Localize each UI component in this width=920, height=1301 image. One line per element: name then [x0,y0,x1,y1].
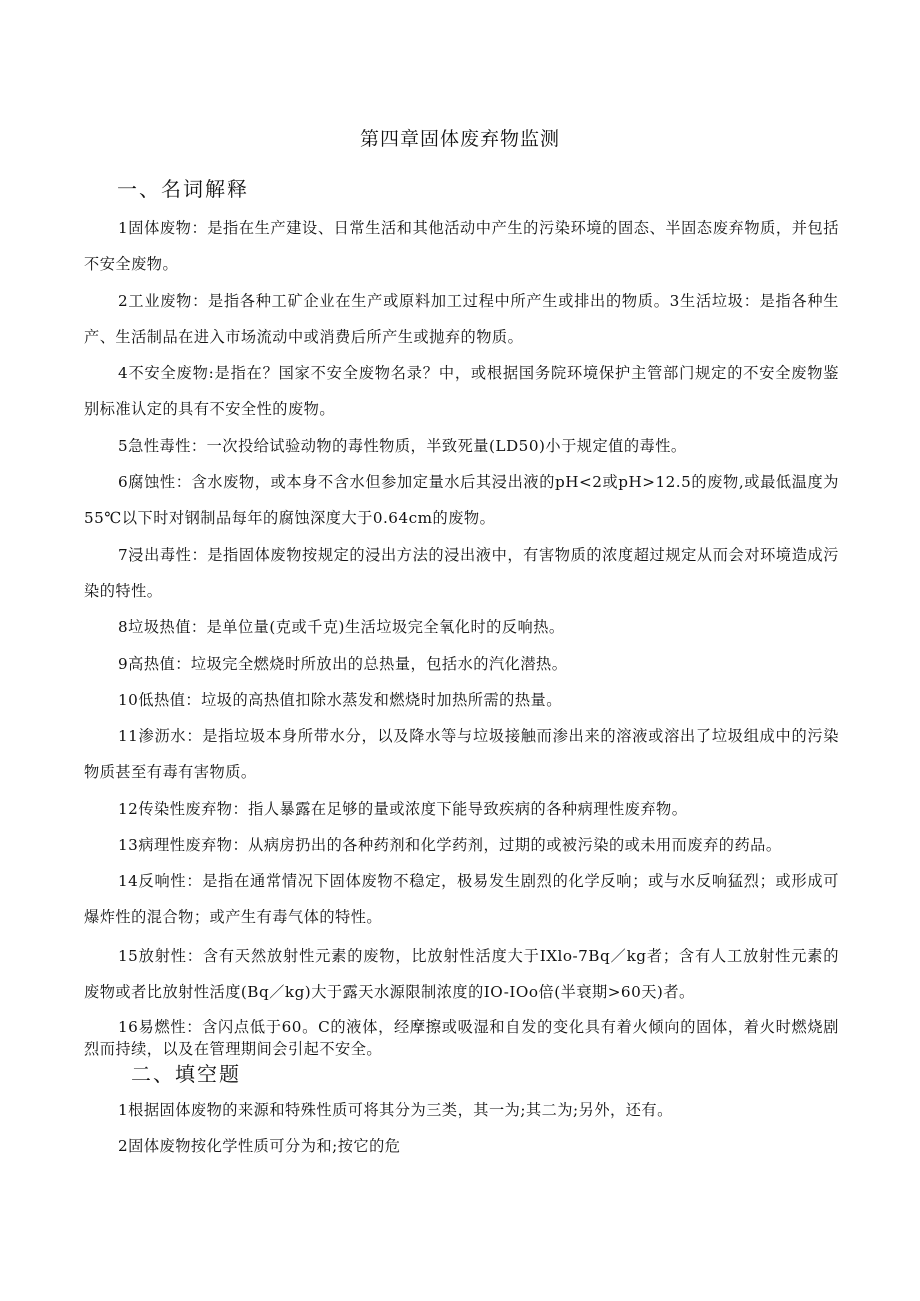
definition-paragraph: 13病理性废弃物：从病房扔出的各种药剂和化学药剂，过期的或被污染的或未用而废弃的药品。 [118,836,782,854]
definition-paragraph: 7浸出毒性：是指固体废物按规定的浸出方法的浸出液中，有害物质的浓度超过规定从而会对环境造成污染的特性。 [84,546,839,600]
definition-paragraph: 4不安全废物:是指在？国家不安全废物名录？中，或根据国务院环境保护主管部门规定的不安全废物鉴别标准认定的具有不安全性的废物。 [84,364,839,418]
definition-paragraph: 2工业废物：是指各种工矿企业在生产或原料加工过程中所产生或排出的物质。3生活垃圾：是指各种生产、生活制品在进入市场流动中或消费后所产生或抛弃的物质。 [84,292,839,346]
definition-paragraph: 15放射性：含有天然放射性元素的废物，比放射性活度大于IXlo-7Bq／kg者；含有人工放射性元素的废物或者比放射性活度(Bq／kg)大于露天水源限制浓度的IO-IOo倍(半衰期>60天)者。 [84,947,839,1001]
fill-blank-paragraph: 1根据固体废物的来源和特殊性质可将其分为三类，其一为;其二为;另外，还有。 [118,1101,673,1119]
chapter-title: 第四章固体废弃物监测 [359,128,560,150]
definition-paragraph: 11渗沥水：是指垃圾本身所带水分，以及降水等与垃圾接触而渗出来的溶液或溶出了垃圾组成中的污染物质甚至有毒有害物质。 [84,727,839,781]
definition-paragraph: 12传染性废弃物：指人暴露在足够的量或浓度下能导致疾病的各种病理性废弃物。 [118,800,688,818]
definition-paragraph: 8垃圾热值：是单位量(克或千克)生活垃圾完全氧化时的反响热。 [118,618,565,636]
definition-paragraph: 9高热值：垃圾完全燃烧时所放出的总热量，包括水的汽化潜热。 [118,655,568,673]
fill-blank-paragraph: 2固体废物按化学性质可分为和;按它的危 [118,1137,401,1155]
definition-paragraph: 6腐蚀性：含水废物，或本身不含水但参加定量水后其浸出液的pH<2或pH>12.5的废物,或最低温度为55℃以下时对钢制品每年的腐蚀深度大于0.64cm的废物。 [84,473,839,527]
definition-paragraph: 10低热值：垃圾的高热值扣除水蒸发和燃烧时加热所需的热量。 [118,691,562,709]
definition-paragraph: 14反响性：是指在通常情况下固体废物不稳定，极易发生剧烈的化学反响；或与水反响猛烈；或形成可爆炸性的混合物；或产生有毒气体的特性。 [84,872,839,926]
definition-paragraph: 1固体废物：是指在生产建设、日常生活和其他活动中产生的污染环境的固态、半固态废弃物质，并包括不安全废物。 [84,219,839,273]
section-heading-fill-blanks: 二、填空题 [131,1062,241,1086]
section-heading-definitions: 一、名词解释 [117,177,249,201]
definition-paragraph: 16易燃性：含闪点低于60。C的液体，经摩擦或吸湿和自发的变化具有着火倾向的固体，着火时燃烧剧烈而持续，以及在管理期间会引起不安全。 [84,1018,839,1058]
definition-paragraph: 5急性毒性：一次投给试验动物的毒性物质，半致死量(LD50)小于规定值的毒性。 [118,437,687,455]
